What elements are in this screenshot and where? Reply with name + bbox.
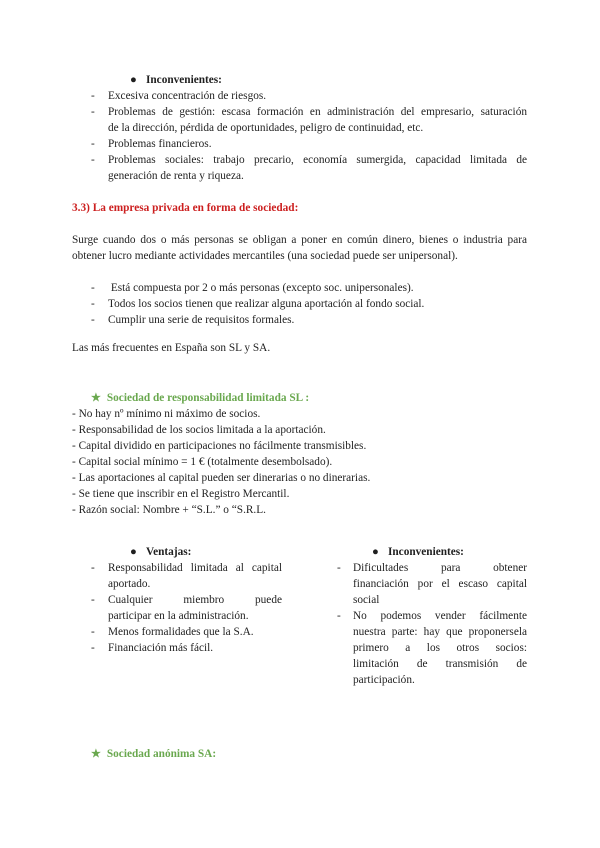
inconvenientes-sl-item-continuation: limitación de transmisión de xyxy=(353,658,527,670)
list-item: Excesiva concentración de riesgos. xyxy=(108,90,267,102)
inconvenientes-sl-item-continuation: primero a los otros socios: xyxy=(353,642,527,654)
dash-icon: - xyxy=(337,610,341,622)
list-item: Cumplir una serie de requisitos formales. xyxy=(108,314,295,326)
list-item: Problemas financieros. xyxy=(108,138,212,150)
dash-icon: - xyxy=(91,90,95,102)
intro-line: obtener lucro mediante actividades mercantiles (una sociedad puede ser unipersonal). xyxy=(72,250,458,262)
sl-item: - Las aportaciones al capital pueden ser dinerarias o no dinerarias. xyxy=(72,472,371,484)
section-title-empresa-privada: 3.3) La empresa privada en forma de sociedad: xyxy=(72,202,299,214)
ventajas-item: Menos formalidades que la S.A. xyxy=(108,626,254,638)
inconvenientes-sl-item-continuation: financiación por el escaso capital xyxy=(353,578,527,590)
dash-icon: - xyxy=(91,594,95,606)
ventajas-item: Responsabilidad limitada al capital xyxy=(108,562,282,574)
dash-icon: - xyxy=(337,562,341,574)
bullet-icon: ● xyxy=(130,546,137,558)
sl-item: - Se tiene que inscribir en el Registro Mercantil. xyxy=(72,488,290,500)
dash-icon: - xyxy=(91,642,95,654)
dash-icon: - xyxy=(91,154,95,166)
bullet-icon: ● xyxy=(372,546,379,558)
dash-icon: - xyxy=(91,298,95,310)
list-item-continuation: generación de renta y riqueza. xyxy=(108,170,244,182)
dash-icon: - xyxy=(91,314,95,326)
dash-icon: - xyxy=(91,562,95,574)
list-item: Problemas sociales: trabajo precario, economía sumergida, capacidad limitada de xyxy=(108,154,527,166)
dash-icon: - xyxy=(91,282,95,294)
note: Las más frecuentes en España son SL y SA. xyxy=(72,342,271,354)
list-item: Todos los socios tienen que realizar alguna aportación al fondo social. xyxy=(108,298,425,310)
sl-item: - Responsabilidad de los socios limitada a la aportación. xyxy=(72,424,326,436)
intro-line: Surge cuando dos o más personas se obligan a poner en común dinero, bienes o industria para xyxy=(72,234,527,246)
ventajas-item-continuation: aportado. xyxy=(108,578,151,590)
list-item-continuation: de la dirección, pérdida de oportunidades, peligro de continuidad, etc. xyxy=(108,122,424,134)
sl-item: - Capital social mínimo = 1 € (totalmente desembolsado). xyxy=(72,456,333,468)
sl-item: - Razón social: Nombre + “S.L.” o “S.R.L. xyxy=(72,504,266,516)
inconvenientes-sl-item: Dificultades para obtener xyxy=(353,562,527,574)
list-item: Está compuesta por 2 o más personas (excepto soc. unipersonales). xyxy=(110,282,414,294)
inconvenientes-sl-item-continuation: social xyxy=(353,594,380,606)
dash-icon: - xyxy=(91,138,95,150)
list-item: Problemas de gestión: escasa formación en administración del empresario, saturación xyxy=(108,106,527,118)
star-icon: ★ xyxy=(91,748,101,760)
ventajas-heading: ● Ventajas: xyxy=(130,546,192,558)
star-icon: ★ xyxy=(91,392,101,404)
ventajas-item-continuation: participar en la administración. xyxy=(108,610,249,622)
bullet-icon: ● xyxy=(130,74,137,86)
ventajas-item: Financiación más fácil. xyxy=(108,642,214,654)
inconvenientes-heading: ● Inconvenientes: xyxy=(130,74,222,86)
section-title-sa: ★ Sociedad anónima SA: xyxy=(91,748,217,760)
inconvenientes-sl-item: No podemos vender fácilmente xyxy=(353,610,527,622)
dash-icon: - xyxy=(91,626,95,638)
sl-item: - Capital dividido en participaciones no fácilmente transmisibles. xyxy=(72,440,367,452)
inconvenientes-sl-heading: ● Inconvenientes: xyxy=(372,546,464,558)
dash-icon: - xyxy=(91,106,95,118)
inconvenientes-sl-item-continuation: participación. xyxy=(353,674,415,686)
sl-item: - No hay nº mínimo ni máximo de socios. xyxy=(72,408,261,420)
inconvenientes-sl-item-continuation: nuestra parte: hay que proponersela xyxy=(353,626,527,638)
ventajas-item: Cualquier miembro puede xyxy=(108,594,282,606)
section-title-sl: ★ Sociedad de responsabilidad limitada SL : xyxy=(91,392,310,404)
